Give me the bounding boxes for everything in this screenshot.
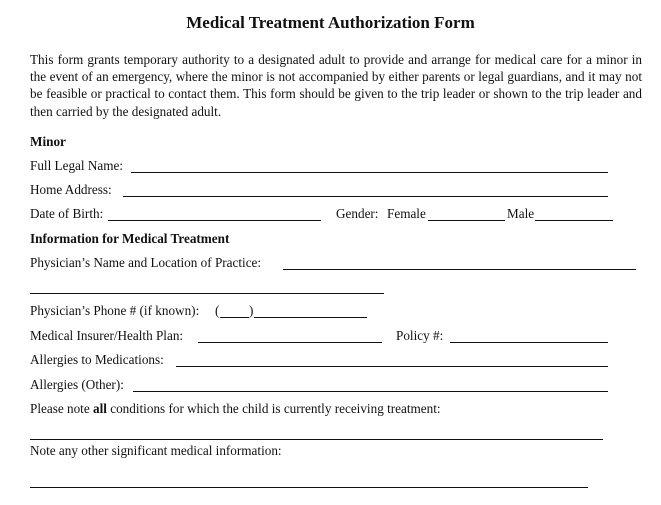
conditions-field[interactable] <box>30 439 603 440</box>
physician-label: Physician’s Name and Location of Practice: <box>30 255 262 270</box>
date-of-birth-label: Date of Birth: <box>30 206 104 221</box>
gender-label: Gender: <box>336 206 379 221</box>
physician-field-continued[interactable] <box>30 293 384 294</box>
insurer-field[interactable] <box>198 342 382 343</box>
physician-field[interactable] <box>283 269 636 270</box>
intro-paragraph: This form grants temporary authority to a designated adult to provide and arrange for medical care for a minor in the event of an emergency, where the minor is not accompanied by either parents or legal guardians, and it may not be feasible or practical to contact them. This form should be given to the trip leader or shown to the trip leader and then carried by the designated adult. <box>30 52 642 119</box>
conditions-label <box>30 401 441 417</box>
policy-field[interactable] <box>450 342 608 343</box>
medical-heading: Information for Medical Treatment <box>30 231 230 246</box>
full-legal-name-field[interactable] <box>131 172 608 173</box>
female-field[interactable] <box>428 220 505 221</box>
phone-label: Physician’s Phone # (if known): <box>30 303 200 318</box>
other-info-label: Note any other significant medical information: <box>30 443 282 458</box>
conditions-label-all: all <box>93 401 107 416</box>
home-address-label: Home Address: <box>30 182 112 197</box>
minor-heading: Minor <box>30 134 66 149</box>
conditions-label-post: conditions for which the child is currently receiving treatment: <box>106 401 441 416</box>
male-label: Male <box>507 206 535 221</box>
conditions-label-pre: Please note <box>30 401 93 416</box>
insurer-label: Medical Insurer/Health Plan: <box>30 328 184 343</box>
allergies-other-field[interactable] <box>133 391 608 392</box>
phone-paren-open: ( <box>215 303 220 318</box>
allergies-medications-field[interactable] <box>176 366 608 367</box>
allergies-medications-label: Allergies to Medications: <box>30 352 164 367</box>
female-label: Female <box>387 206 426 221</box>
date-of-birth-field[interactable] <box>108 220 321 221</box>
other-info-field[interactable] <box>30 487 588 488</box>
male-field[interactable] <box>535 220 613 221</box>
home-address-field[interactable] <box>123 196 608 197</box>
phone-number-field[interactable] <box>254 317 367 318</box>
form-title: Medical Treatment Authorization Form <box>186 13 475 32</box>
full-legal-name-label: Full Legal Name: <box>30 158 124 173</box>
policy-label: Policy #: <box>396 328 444 343</box>
allergies-other-label: Allergies (Other): <box>30 377 124 392</box>
phone-area-code-field[interactable] <box>220 317 249 318</box>
phone-paren-close: ) <box>249 303 254 318</box>
